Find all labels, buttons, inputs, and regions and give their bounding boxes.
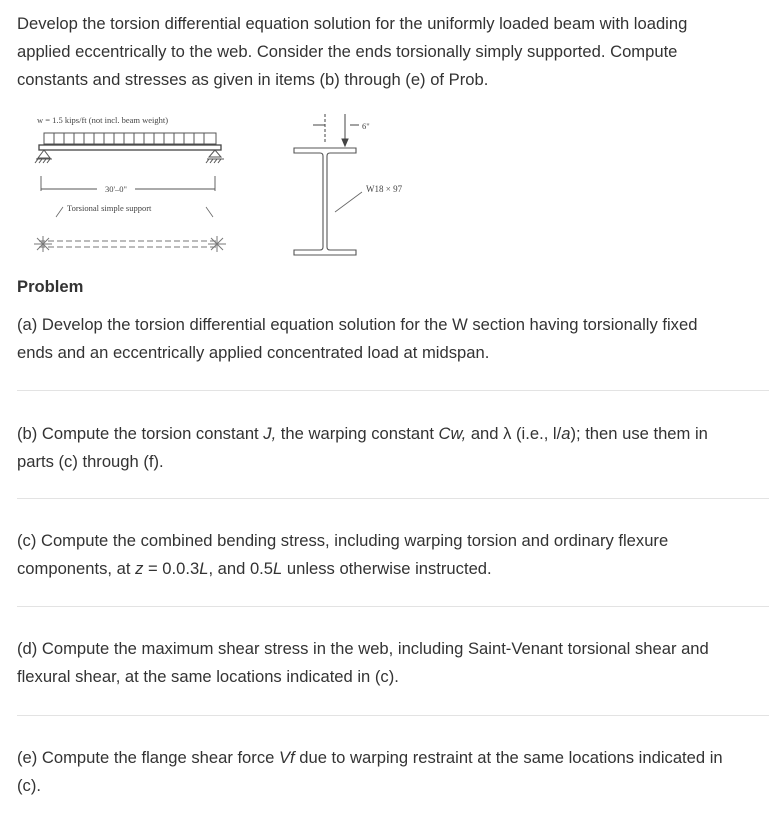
part-b-line-2: parts (c) through (f). [17, 452, 164, 471]
part-c-prefix2: components, at [17, 559, 136, 578]
plan-view [34, 236, 226, 252]
part-b-prefix: (b) Compute the torsion constant [17, 424, 264, 443]
a-symbol: a [561, 424, 571, 443]
load-label: w = 1.5 kips/ft (not incl. beam weight) [37, 115, 169, 125]
divider [17, 498, 769, 499]
beam-figure [17, 108, 437, 268]
span-dimension [41, 176, 215, 191]
L-symbol: L [199, 559, 209, 578]
part-b-mid1: the warping constant [276, 424, 439, 443]
divider [17, 606, 769, 607]
problem-heading: Problem [17, 277, 84, 296]
right-roller-support [206, 150, 224, 163]
part-e-end1: due to warping restraint at the same locations indicated in [294, 748, 723, 767]
intro-line-2: applied eccentrically to the web. Consider the ends torsionally simply supported. Compute [17, 42, 678, 61]
part-d-line-1: (d) Compute the maximum shear stress in the web, including Saint-Venant torsional shear and [17, 639, 709, 658]
part-c-mid2: = 0.0.3 [143, 559, 200, 578]
part-e [17, 744, 769, 800]
w-section [294, 148, 356, 255]
z-symbol: z [135, 559, 144, 578]
support-leader-left [56, 207, 63, 217]
left-pin-support [35, 150, 52, 163]
section-leader [335, 192, 362, 212]
intro-line-3: constants and stresses as given in items (b) through (e) of Prob. [17, 70, 489, 89]
distributed-load [44, 133, 216, 144]
part-b [17, 420, 769, 476]
divider [17, 390, 769, 391]
section-label: W18 × 97 [366, 184, 403, 194]
part-c-line-1: (c) Compute the combined bending stress, including warping torsion and ordinary flexure [17, 531, 669, 550]
part-e-line-2: (c). [17, 776, 41, 795]
part-a-line-2: ends and an eccentrically applied concentrated load at midspan. [17, 343, 490, 362]
flange-shear-symbol: Vf [278, 748, 295, 767]
part-c-mid3: , and 0.5 [208, 559, 274, 578]
intro-line-1: Develop the torsion differential equation solution for the uniformly loaded beam with loading [17, 14, 688, 33]
part-b-end1: ); then use them in [570, 424, 708, 443]
part-c [17, 527, 769, 583]
problem-statement [17, 10, 767, 94]
load-arrow [313, 114, 359, 146]
support-leader-right [206, 207, 213, 217]
part-e-prefix: (e) Compute the flange shear force [17, 748, 279, 767]
beam [39, 145, 221, 150]
divider [17, 715, 769, 716]
torsion-constant-symbol: J, [263, 424, 277, 443]
beam-figure-svg [17, 108, 437, 268]
part-a [17, 311, 769, 367]
span-label: 30'–0" [104, 184, 128, 194]
warping-constant-symbol: Cw, [438, 424, 467, 443]
part-a-line-1: (a) Develop the torsion differential equation solution for the W section having torsionally fixed [17, 315, 698, 334]
part-d-line-2: flexural shear, at the same locations indicated in (c). [17, 667, 399, 686]
part-c-end2: unless otherwise instructed. [282, 559, 492, 578]
support-label: Torsional simple support [67, 203, 152, 213]
part-d [17, 635, 769, 691]
part-b-mid2: and λ (i.e., l/ [466, 424, 562, 443]
eccentricity-label: 6" [362, 121, 370, 131]
L-symbol: L [273, 559, 283, 578]
